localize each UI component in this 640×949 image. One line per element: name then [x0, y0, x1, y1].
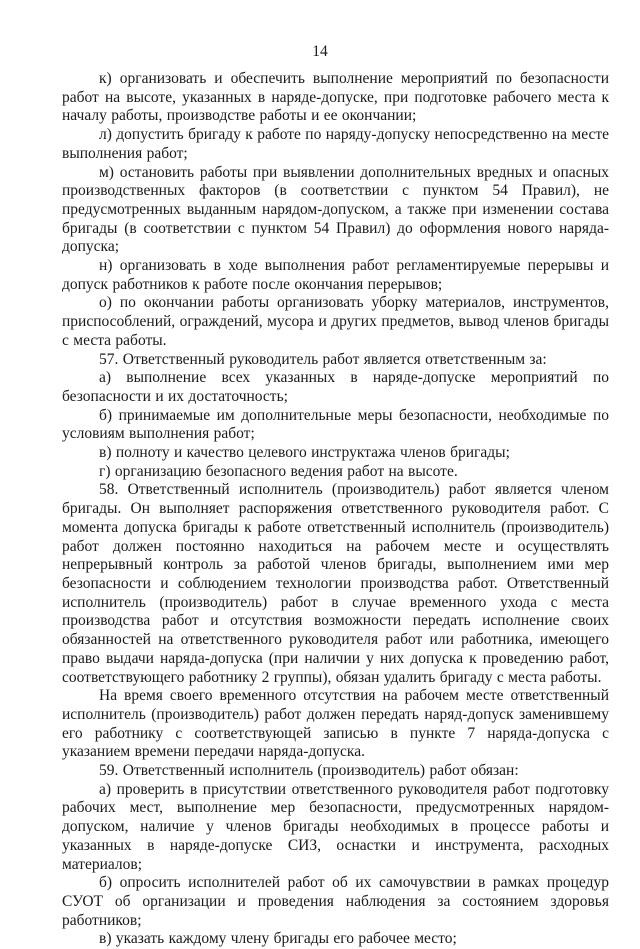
paragraph-clause-58: 58. Ответственный исполнитель (производитель) работ является членом бригады. Он выполняет распоряжения ответственного руководителя работ. С момента допуска бригады к работе ответственный исполнитель (производитель) работ должен постоянно находиться на рабочем месте и осуществлять непрерывный контроль за работой членов бригады, выполнением ими мер безопасности и соблюдением технологии производства работ. Ответственный исполнитель (производитель) работ в случае временного ухода с места производства работ и отсутствия возможности передать исполнение своих обязанностей на ответственного руководителя работ или работника, имеющего право выдачи наряда-допуска (при наличии у них допуска к проведению работ, соответствующего работнику 2 группы), обязан удалить бригаду с места работы.	[62, 481, 609, 686]
paragraph-item-a-57: а) выполнение всех указанных в наряде-допуске мероприятий по безопасности и их достаточность;	[62, 369, 609, 405]
paragraph-clause-57: 57. Ответственный руководитель работ является ответственным за:	[99, 350, 547, 368]
paragraph-item-m: м) остановить работы при выявлении дополнительных вредных и опасных производственных факторов (в соответствии с пунктом 54 Правил), не предусмотренных выданным нарядом-допуском, а также при изменении состава бригады (в соответствии с пунктом 54 Правил) до оформления нового наряда-допуска;	[62, 163, 609, 256]
paragraph-item-a-59: а) проверить в присутствии ответственного руководителя работ подготовку рабочих мест, выполнение мер безопасности, предусмотренных нарядом-допуском, наличие у членов бригады необходимых в процессе работы и указанных в наряде-допуске СИЗ, оснастки и инструмента, расходных материалов;	[62, 780, 609, 873]
paragraph-clause-59: 59. Ответственный исполнитель (производитель) работ обязан:	[99, 762, 519, 780]
paragraph-clause-58-continued: На время своего временного отсутствия на рабочем месте ответственный исполнитель (производитель) работ должен передать наряд-допуск заменившему его работнику с соответствующей записью в пункте 7 наряда-допуска с указанием времени передачи наряда-допуска.	[62, 687, 609, 761]
document-body	[62, 70, 609, 949]
paragraph-item-g-57: г) организацию безопасного ведения работ на высоте.	[99, 462, 458, 480]
paragraph-item-n: н) организовать в ходе выполнения работ регламентируемые перерывы и допуск работников к работе после окончания перерывов;	[62, 257, 609, 293]
page-number: 14	[312, 43, 328, 60]
paragraph-item-k: к) организовать и обеспечить выполнение мероприятий по безопасности работ на высоте, указанных в наряде-допуске, при подготовке рабочего места к началу работы, производстве работы и ее окончании;	[62, 70, 609, 125]
paragraph-item-o: о) по окончании работы организовать уборку материалов, инструментов, приспособлений, ограждений, мусора и других предметов, вывод членов бригады с места работы.	[62, 294, 609, 349]
paragraph-item-b-57: б) принимаемые им дополнительные меры безопасности, необходимые по условиям выполнения работ;	[62, 406, 609, 443]
paragraph-item-v-59: в) указать каждому члену бригады его рабочее место;	[99, 930, 457, 948]
paragraph-item-l: л) допустить бригаду к работе по наряду-допуску непосредственно на месте выполнения работ;	[62, 126, 609, 162]
paragraph-item-b-59: б) опросить исполнителей работ об их самочувствии в рамках процедур СУОТ об организации и проведения наблюдения за состоянием здоровья работников;	[62, 874, 609, 929]
paragraph-item-v-57: в) полноту и качество целевого инструктажа членов бригады;	[99, 444, 510, 462]
